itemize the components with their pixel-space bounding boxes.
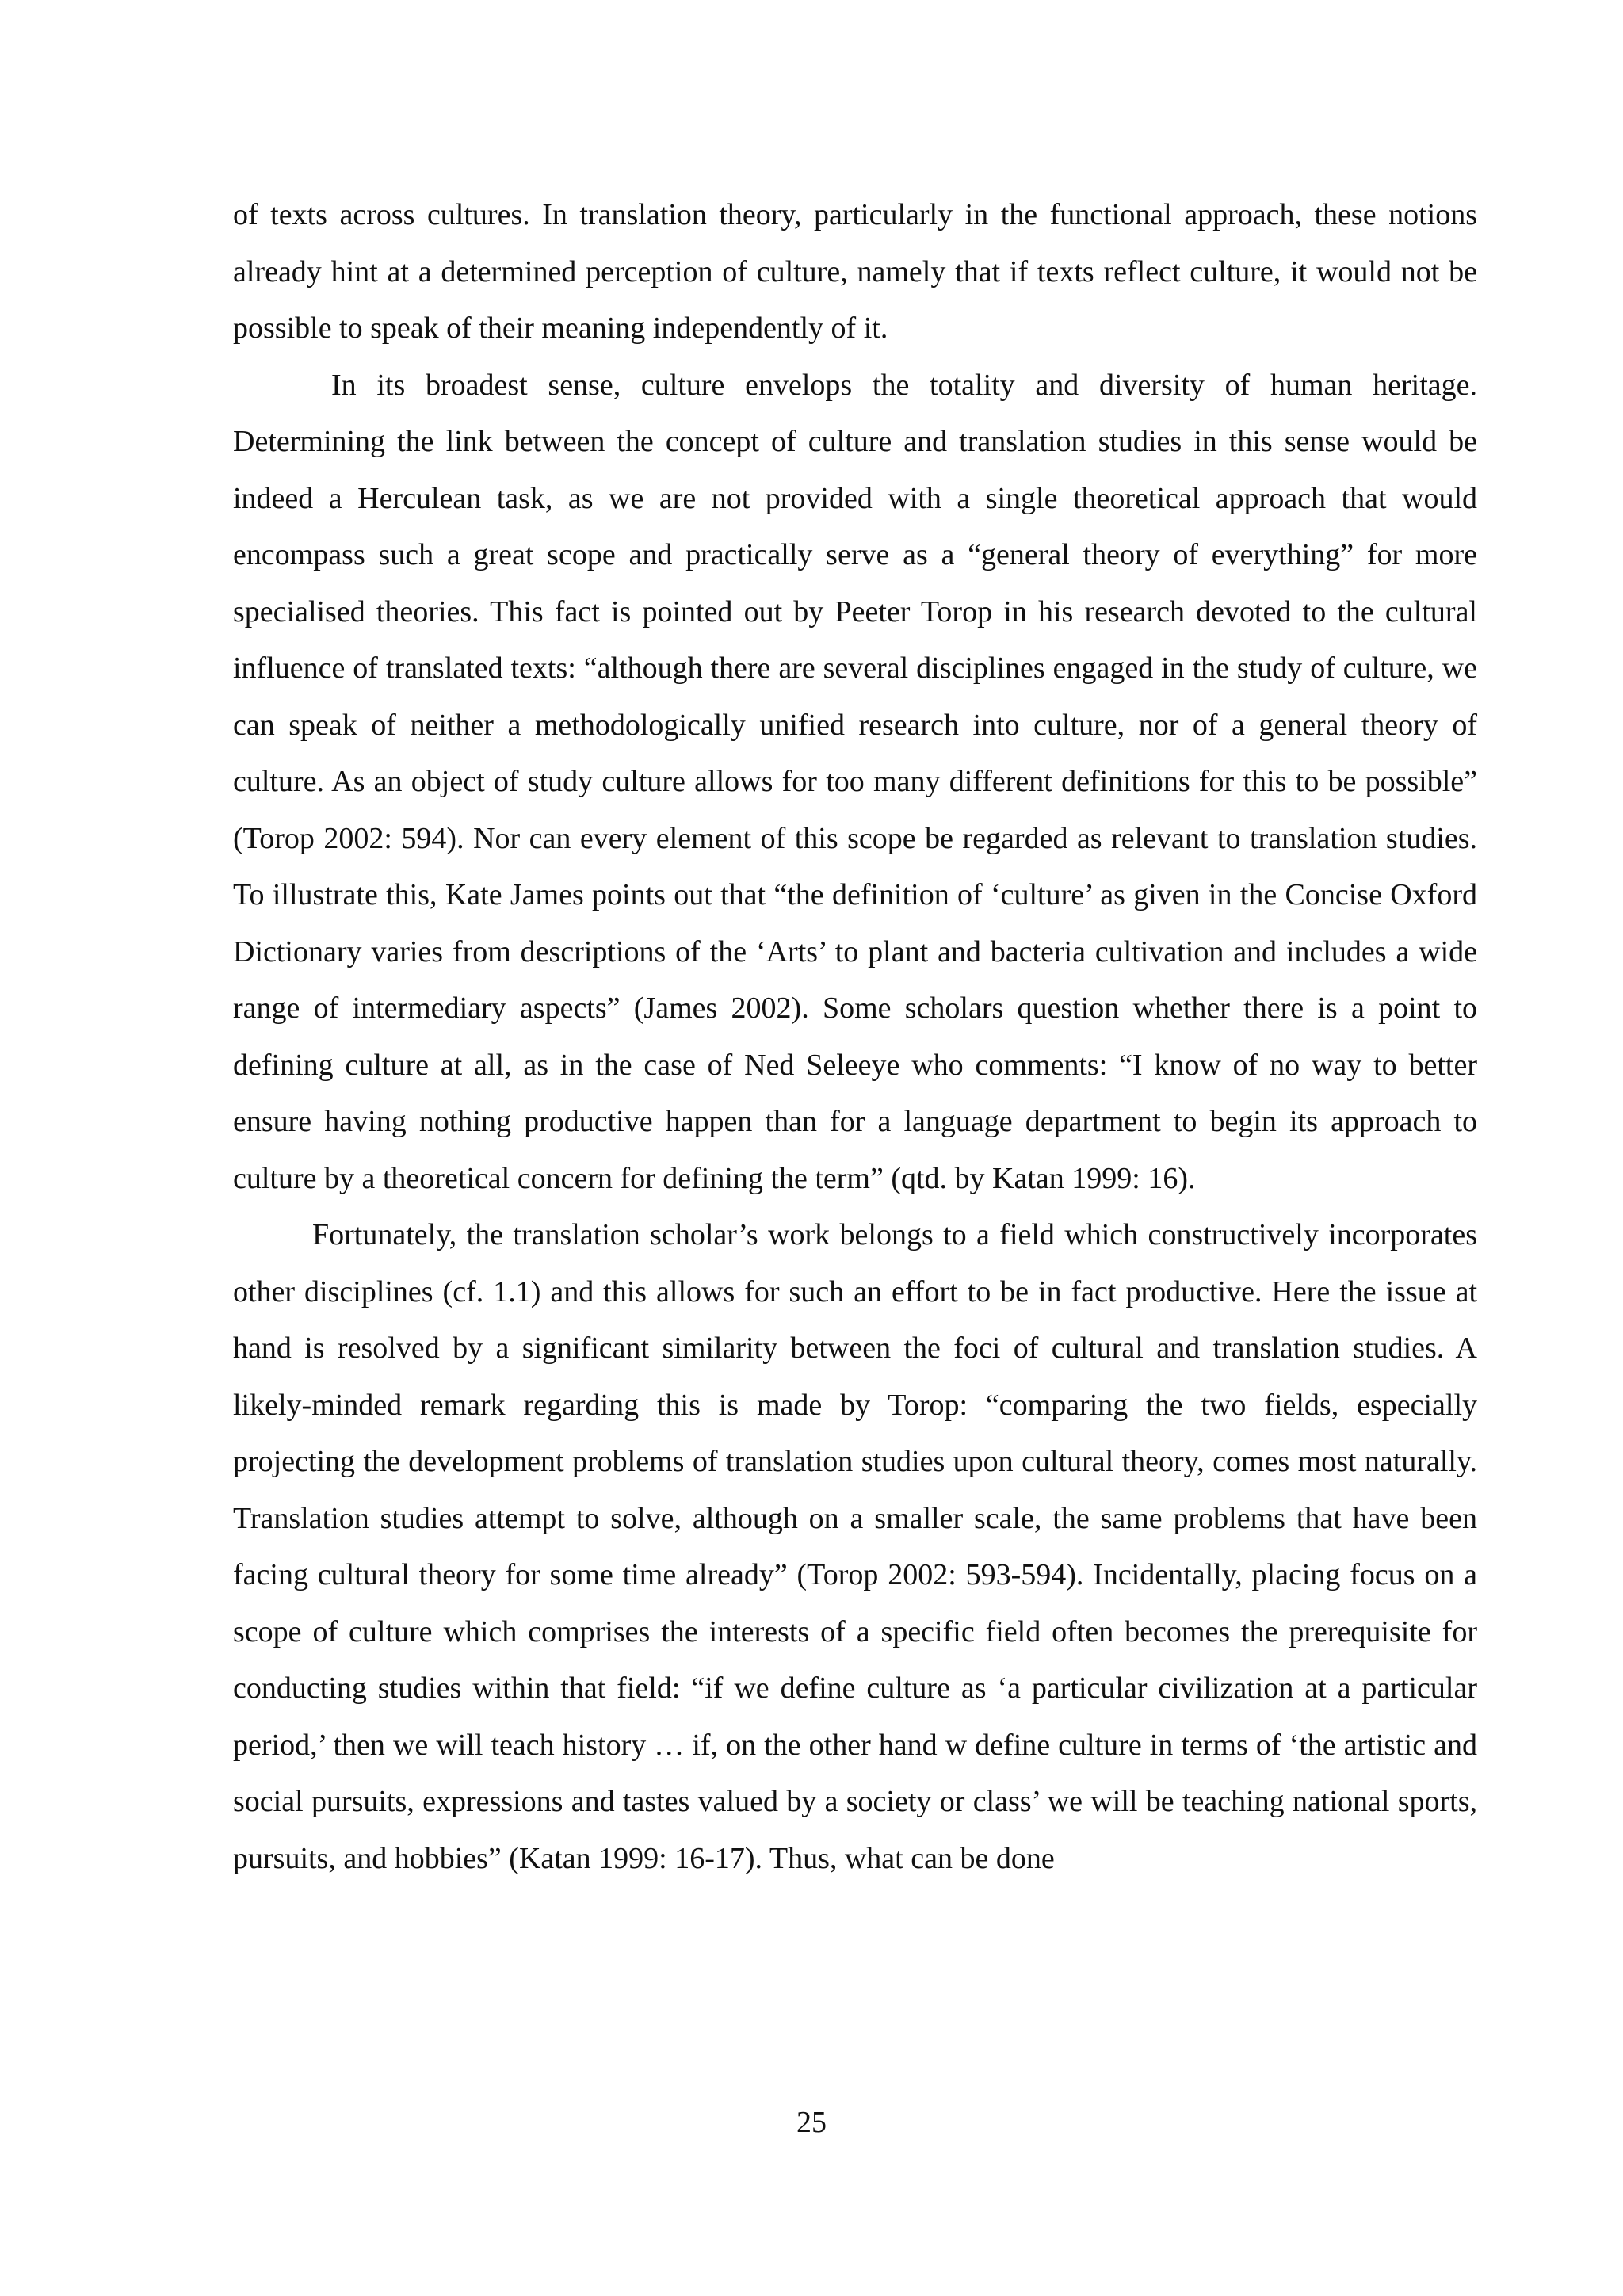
paragraph-culture-definition: In its broadest sense, culture envelops the totality and diversity of human heritage. Determining the link between the concept of culture and translation studies in this sense would be indeed a Herculean task, as we are not provided with a single theoretical approach that would encompass such a great scope and practically serve as a “general theory of everything” for more specialised theories. This fact is pointed out by Peeter Torop in his research devoted to the cultural influence of translated texts: “although there are several disciplines engaged in the study of culture, we can speak of neither a methodologically unified research into culture, nor of a general theory of culture. As an object of study culture allows for too many different definitions for this to be possible” (Torop 2002: 594). Nor can every element of this scope be regarded as relevant to translation studies. To illustrate this, Kate James points out that “the definition of ‘culture’ as given in the Concise Oxford Dictionary varies from descriptions of the ‘Arts’ to plant and bacteria cultivation and includes a wide range of intermediary aspects” (James 2002). Some scholars question whether there is a point to defining culture at all, as in the case of Ned Seleeye who comments: “I know of no way to better ensure having nothing productive happen than for a language department to begin its approach to culture by a theoretical concern for defining the term” (qtd. by Katan 1999: 16).: [233, 368, 1477, 1195]
paragraph-continuation: of texts across cultures. In translation theory, particularly in the functional approach, these notions already hint at a determined perception of culture, namely that if texts reflect culture, it would not be possible to speak of their meaning independently of it.: [233, 198, 1477, 345]
paragraph-translation-scholar: Fortunately, the translation scholar’s work belongs to a field which constructively incorporates other disciplines (cf. 1.1) and this allows for such an effort to be in fact productive. Here the issue at hand is resolved by a significant similarity between the foci of cultural and translation studies. A likely-minded remark regarding this is made by Torop: “comparing the two fields, especially projecting the development problems of translation studies upon cultural theory, comes most naturally. Translation studies attempt to solve, although on a smaller scale, the same problems that have been facing cultural theory for some time already” (Torop 2002: 593-594). Incidentally, placing focus on a scope of culture which comprises the interests of a specific field often becomes the prerequisite for conducting studies within that field: “if we define culture as ‘a particular civilization at a particular period,’ then we will teach history … if, on the other hand w define culture in terms of ‘the artistic and social pursuits, expressions and tastes valued by a society or class’ we will be teaching national sports, pursuits, and hobbies” (Katan 1999: 16-17). Thus, what can be done: [233, 1218, 1477, 1875]
page-number: 25: [796, 2106, 827, 2139]
body-text: [233, 187, 1477, 1887]
